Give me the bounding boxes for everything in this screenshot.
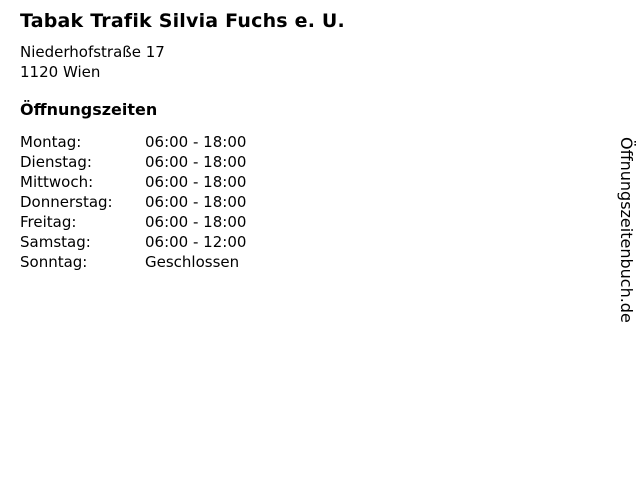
day-label: Donnerstag:: [20, 193, 113, 211]
time-value: 06:00 - 12:00: [145, 233, 247, 251]
opening-hours-row-thursday: [20, 192, 640, 212]
time-value: 06:00 - 18:00: [145, 153, 247, 171]
time-value: 06:00 - 18:00: [145, 133, 247, 151]
opening-hours-row-sunday: [20, 252, 640, 272]
day-label: Samstag:: [20, 233, 91, 251]
opening-hours-row-saturday: [20, 232, 640, 252]
opening-hours-row-wednesday: [20, 172, 640, 192]
time-value: 06:00 - 18:00: [145, 193, 247, 211]
business-name-title: Tabak Trafik Silvia Fuchs e. U.: [20, 10, 345, 32]
day-label: Mittwoch:: [20, 173, 94, 191]
time-value: Geschlossen: [145, 253, 240, 271]
day-label: Dienstag:: [20, 153, 92, 171]
day-label: Montag:: [20, 133, 82, 151]
opening-hours-row-tuesday: [20, 152, 640, 172]
day-label: Sonntag:: [20, 253, 88, 271]
opening-hours-table: [20, 132, 640, 272]
address-street: Niederhofstraße 17: [20, 43, 165, 61]
opening-hours-row-monday: [20, 132, 640, 152]
time-value: 06:00 - 18:00: [145, 173, 247, 191]
day-label: Freitag:: [20, 213, 77, 231]
business-address: [20, 42, 640, 82]
opening-hours-heading: Öffnungszeiten: [20, 100, 158, 119]
opening-hours-row-friday: [20, 212, 640, 232]
time-value: 06:00 - 18:00: [145, 213, 247, 231]
watermark-site-name: Öffnungszeitenbuch.de: [617, 137, 636, 323]
address-city: 1120 Wien: [20, 63, 101, 81]
